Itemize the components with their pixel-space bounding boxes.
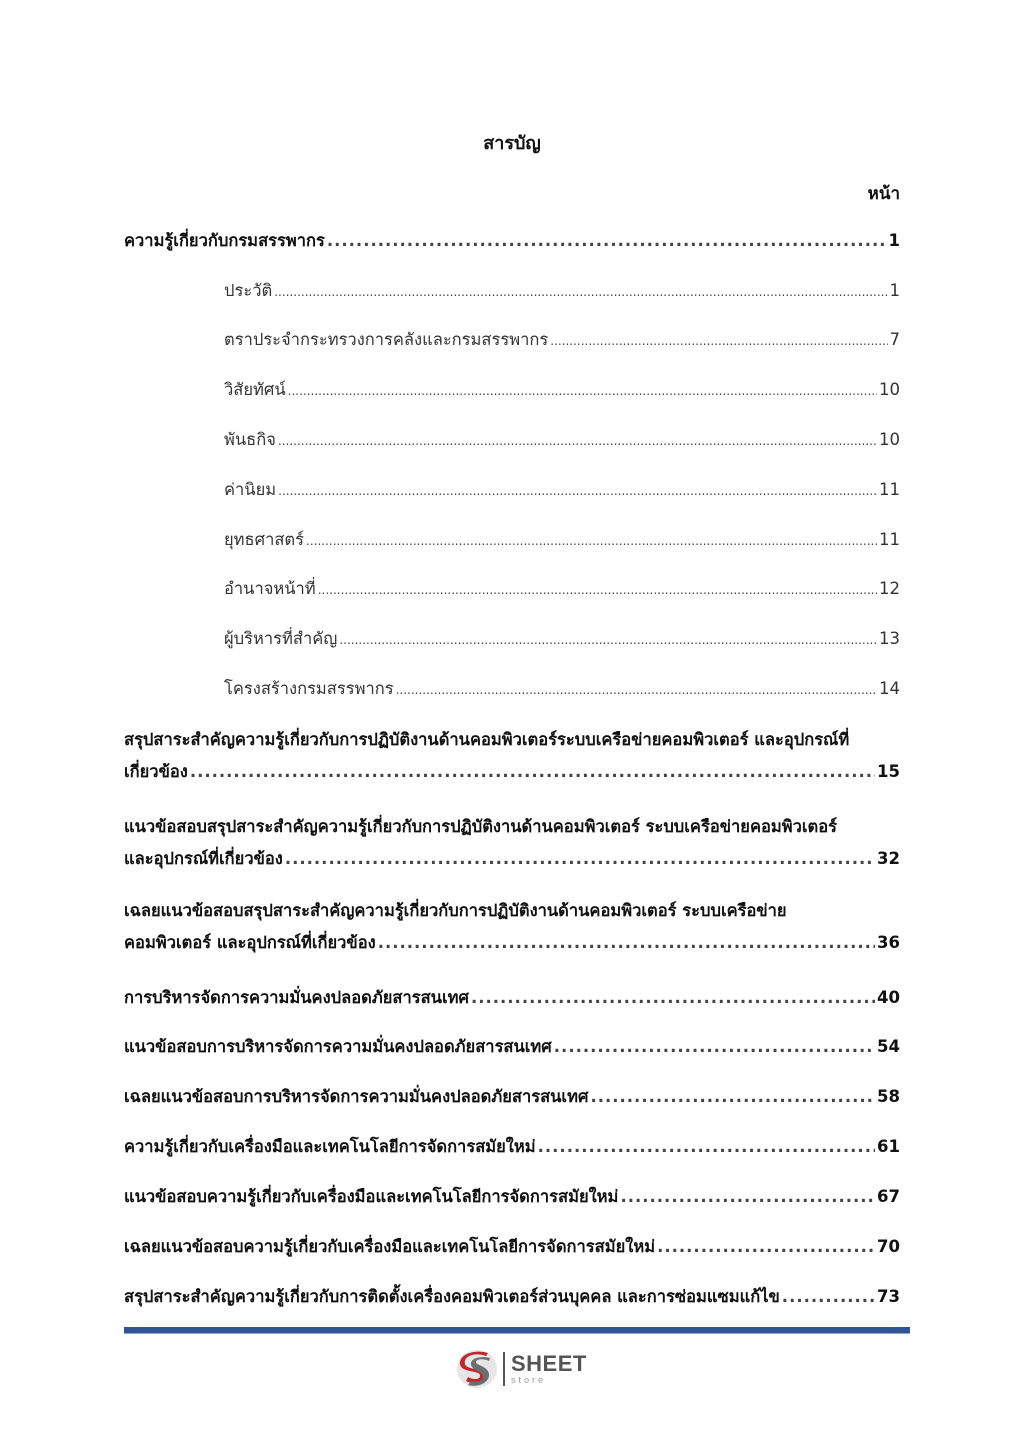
toc-entry-title: เฉลยแนวข้อสอบการบริหารจัดการความมั่นคงปลอดภัยสารสนเทศ	[124, 1087, 589, 1106]
toc-page-number: 13	[879, 629, 900, 648]
toc-subentry[interactable]	[224, 673, 900, 706]
footer-rule	[124, 1327, 910, 1334]
toc-entry[interactable]	[124, 811, 900, 875]
toc-page-number: 40	[877, 988, 900, 1007]
toc-dot-leader	[274, 276, 887, 308]
toc-entry-title: ยุทธศาสตร์	[224, 530, 305, 549]
toc-entry-title: ค่านิยม	[224, 480, 277, 499]
toc-entry-title: ความรู้เกี่ยวกับกรมสรรพากร	[124, 231, 325, 250]
toc-subentry[interactable]	[224, 524, 900, 557]
page-column-heading: หน้า	[867, 184, 900, 204]
toc-page-number: 11	[879, 530, 900, 549]
toc-entry[interactable]	[124, 1131, 900, 1163]
toc-entry-title-line2: และอุปกรณ์ที่เกี่ยวข้อง	[124, 849, 283, 868]
logo-text	[511, 1353, 587, 1385]
toc-entry-title: ความรู้เกี่ยวกับเครื่องมือและเทคโนโลยีการจัดการสมัยใหม่	[124, 1137, 536, 1156]
toc-dot-leader	[538, 1131, 875, 1163]
toc-dot-leader	[306, 525, 877, 557]
toc-entry-title: เฉลยแนวข้อสอบความรู้เกี่ยวกับเครื่องมือและเทคโนโลยีการจัดการสมัยใหม่	[124, 1237, 656, 1256]
logo-wordmark: SHEET	[511, 1351, 587, 1376]
toc-page-number: 36	[877, 933, 900, 952]
toc-dot-leader	[285, 843, 875, 875]
toc-dot-leader	[550, 325, 887, 357]
toc-dot-leader	[657, 1231, 875, 1263]
toc-entry-title: อำนาจหน้าที่	[224, 579, 316, 598]
toc-page-number: 54	[877, 1037, 900, 1056]
toc-entry[interactable]	[124, 895, 900, 959]
toc-entry[interactable]	[124, 1031, 900, 1063]
toc-dot-leader	[590, 1081, 875, 1113]
toc-subentry[interactable]	[224, 573, 900, 606]
toc-entry-title: วิสัยทัศน์	[224, 380, 286, 399]
toc-entry-title-line1: เฉลยแนวข้อสอบสรุปสาระสำคัญความรู้เกี่ยวกับการปฏิบัติงานด้านคอมพิวเตอร์ ระบบเครือข่าย	[124, 901, 787, 920]
toc-entry-title: ผู้บริหารที่สำคัญ	[224, 629, 338, 648]
toc-subentry[interactable]	[224, 623, 900, 656]
toc-dot-leader	[378, 927, 875, 959]
toc-page-number: 1	[888, 231, 900, 250]
toc-dot-leader	[396, 674, 877, 706]
logo-subtext: store	[511, 1375, 547, 1385]
toc-page-number: 73	[877, 1287, 900, 1306]
toc-page-number: 14	[879, 679, 900, 698]
toc-entry-title: ตราประจำกระทรวงการคลังและกรมสรรพากร	[224, 330, 549, 349]
toc-entry[interactable]	[124, 1181, 900, 1213]
sheetstore-logo-icon	[455, 1347, 499, 1391]
toc-entry[interactable]	[124, 225, 900, 257]
toc-dot-leader	[278, 475, 877, 507]
toc-dot-leader	[318, 574, 877, 606]
toc-entry-title: ประวัติ	[224, 281, 273, 300]
footer-logo	[455, 1344, 605, 1394]
toc-dot-leader	[190, 756, 875, 788]
toc-dot-leader	[471, 982, 875, 1014]
toc-dot-leader	[554, 1031, 875, 1063]
toc-entry[interactable]	[124, 1081, 900, 1113]
toc-page-number: 12	[879, 579, 900, 598]
toc-subentry[interactable]	[224, 474, 900, 507]
logo-divider	[503, 1352, 505, 1386]
toc-page-number: 1	[889, 281, 900, 300]
toc-subentry[interactable]	[224, 374, 900, 407]
toc-entry[interactable]	[124, 1281, 900, 1313]
toc-entry-title-line2: เกี่ยวข้อง	[124, 762, 188, 781]
toc-page-number: 7	[889, 330, 900, 349]
page-title: สารบัญ	[483, 133, 541, 154]
toc-entry-title-line2: คอมพิวเตอร์ และอุปกรณ์ที่เกี่ยวข้อง	[124, 933, 376, 952]
toc-page-number: 67	[877, 1187, 900, 1206]
toc-entry-title-line1: แนวข้อสอบสรุปสาระสำคัญความรู้เกี่ยวกับการปฏิบัติงานด้านคอมพิวเตอร์ ระบบเครือข่ายคอมพิวเตอร์	[124, 817, 838, 836]
toc-entry-title: พันธกิจ	[224, 430, 276, 449]
toc-entry[interactable]	[124, 724, 900, 788]
toc-page-number: 61	[877, 1137, 900, 1156]
toc-page-number: 10	[879, 380, 900, 399]
toc-entry-title: โครงสร้างกรมสรรพากร	[224, 679, 394, 698]
toc-dot-leader	[782, 1281, 875, 1313]
toc-page-number: 10	[879, 430, 900, 449]
toc-dot-leader	[278, 425, 877, 457]
toc-page-number: 15	[877, 762, 900, 781]
toc-page-number: 32	[877, 849, 900, 868]
toc-entry[interactable]	[124, 1231, 900, 1263]
toc-dot-leader	[327, 225, 887, 257]
toc-subentry[interactable]	[224, 324, 900, 357]
toc-page-number: 58	[877, 1087, 900, 1106]
toc-page-number: 70	[877, 1237, 900, 1256]
toc-entry-title-line1: สรุปสาระสำคัญความรู้เกี่ยวกับการปฏิบัติงานด้านคอมพิวเตอร์ระบบเครือข่ายคอมพิวเตอร์ และอุปกรณ์ที่	[124, 730, 850, 749]
toc-dot-leader	[339, 624, 877, 656]
toc-entry[interactable]	[124, 982, 900, 1014]
toc-entry-title: การบริหารจัดการความมั่นคงปลอดภัยสารสนเทศ	[124, 988, 469, 1007]
toc-entry-title: สรุปสาระสำคัญความรู้เกี่ยวกับการติดตั้งเครื่องคอมพิวเตอร์ส่วนบุคคล และการซ่อมแซมแก้ไข	[124, 1287, 780, 1306]
toc-page-number: 11	[879, 480, 900, 499]
toc-subentry[interactable]	[224, 424, 900, 457]
toc-subentry[interactable]	[224, 275, 900, 308]
toc-dot-leader	[288, 375, 877, 407]
toc-entry-title: แนวข้อสอบการบริหารจัดการความมั่นคงปลอดภัยสารสนเทศ	[124, 1037, 552, 1056]
toc-entry-title: แนวข้อสอบความรู้เกี่ยวกับเครื่องมือและเทคโนโลยีการจัดการสมัยใหม่	[124, 1187, 619, 1206]
toc-dot-leader	[620, 1181, 875, 1213]
